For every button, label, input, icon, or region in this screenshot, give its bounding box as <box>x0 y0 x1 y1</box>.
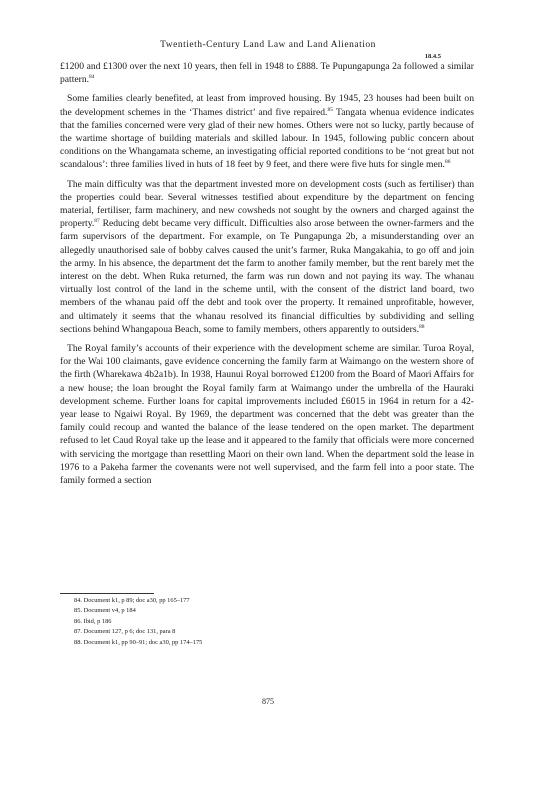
footnote-88: 88. Document k1, pp 90–91; doc a30, pp 174–175 <box>74 638 203 646</box>
running-title: Twentieth-Century Land Law and Land Alienation <box>160 40 376 50</box>
footnote-85: 85. Document v4, p 184 <box>74 607 136 615</box>
paragraph-text: Reducing debt became very difficult. Difficulties also arose between the owner-farmers and the farm supervisors of the department. For example, on Te Pungapunga 2b, a misunderstanding over an allegedly unauthorised sale of bobby calves caused the unit’s farmer, Ruka Mangakahia, to go off and join the army. In his absence, the department det the farm to another family member, but the rent barely met the interest on the debt. When Ruka returned, the farm was run down and not paying its way. The whanau virtually lost control of the land in the scheme until, with the consent of the district land board, two members of the whanau paid off the debt and took over the property. It remained unprofitable, however, and ultimately it seems that the whanau resolved its financial difficulties by subdividing and selling sections behind Whangapoua Beach, some to family members, others apparently to outsiders. <box>60 218 474 335</box>
footnote-ref: 85 <box>327 106 333 113</box>
paragraph-3 <box>60 178 474 336</box>
paragraph-2 <box>60 92 474 171</box>
footnote-ref: 88 <box>418 323 425 330</box>
footnote-ref: 84 <box>89 74 95 81</box>
footnote-86: 86. Ibid, p 186 <box>74 617 112 625</box>
paragraph-text: The main difficulty was that the department invested more on development costs (such as fertiliser) than the properties could bear. Several witnesses testified about expenditure by the department on fencing material, fertiliser, farm machinery, and new cowsheds not sought by the owners and charged against the property. <box>60 178 474 230</box>
footnote-87: 87. Document 127, p 6; doc 131, para 8 <box>74 628 176 636</box>
paragraph-text: Some families clearly benefited, at least from improved housing. By 1945, 23 houses had been built on the development schemes in the ‘Thames district’ and five repaired. <box>60 93 474 118</box>
footnote-84: 84. Document k1, p 89; doc a30, pp 165–177 <box>74 597 190 604</box>
footnote-divider <box>60 593 154 594</box>
page-number: 875 <box>262 697 274 706</box>
footnote-ref: 86 <box>444 159 451 166</box>
paragraph-text: The Royal family’s accounts of their experience with the development scheme are similar. Turoa Royal, for the Wai 100 claimants, gave evidence concerning the family farm at Waimango on the western shore of the firth (Wharekawa 4b2a1b). In 1938, Haunui Royal borrowed £1200 from the Board of Maori Affairs for a new house; the loan brought the Royal family farm at Waimango under the umbrella of the Hauraki development scheme. Further loans for capital improvements included £6015 in 1964 in return for a 42-year lease to Ngaiwi Royal. By 1969, the department was concerned that the debt was greater than the family could recoup and wanted the balance of the lease tendered on the open market. The department refused to let Caud Royal take up the lease and it appeared to the family that officials were more concerned with servicing the mortgage than resettling Maori on their own land. When the department sold the lease in 1976 to a Pakeha farmer the covenants were not well supervised, and the farm fell into a poor state. The family formed a section <box>60 343 474 487</box>
paragraph-4 <box>60 342 474 487</box>
paragraph-text: Tangata whenua evidence indicates that the families concerned were very glad of their new homes. Others were not so lucky, partly because of the wartime shortage of building materials and skilled labour. In 1945, following public concern about conditions on the Whangamata scheme, an investigating official reported conditions to be ‘not great but not scandalous’: three families lived in huts of 18 feet by 9 feet, and there were five huts for single men. <box>60 106 475 171</box>
paragraph-1 <box>60 60 474 86</box>
paragraph-text: £1200 and £1300 over the next 10 years, then fell in 1948 to £888. Te Pupungapunga 2a followed a similar pattern. <box>60 61 474 86</box>
section-number: 18.4.5 <box>424 53 441 60</box>
body-text <box>60 60 474 493</box>
footnote-ref: 87 <box>94 218 100 225</box>
footnotes <box>74 596 454 648</box>
